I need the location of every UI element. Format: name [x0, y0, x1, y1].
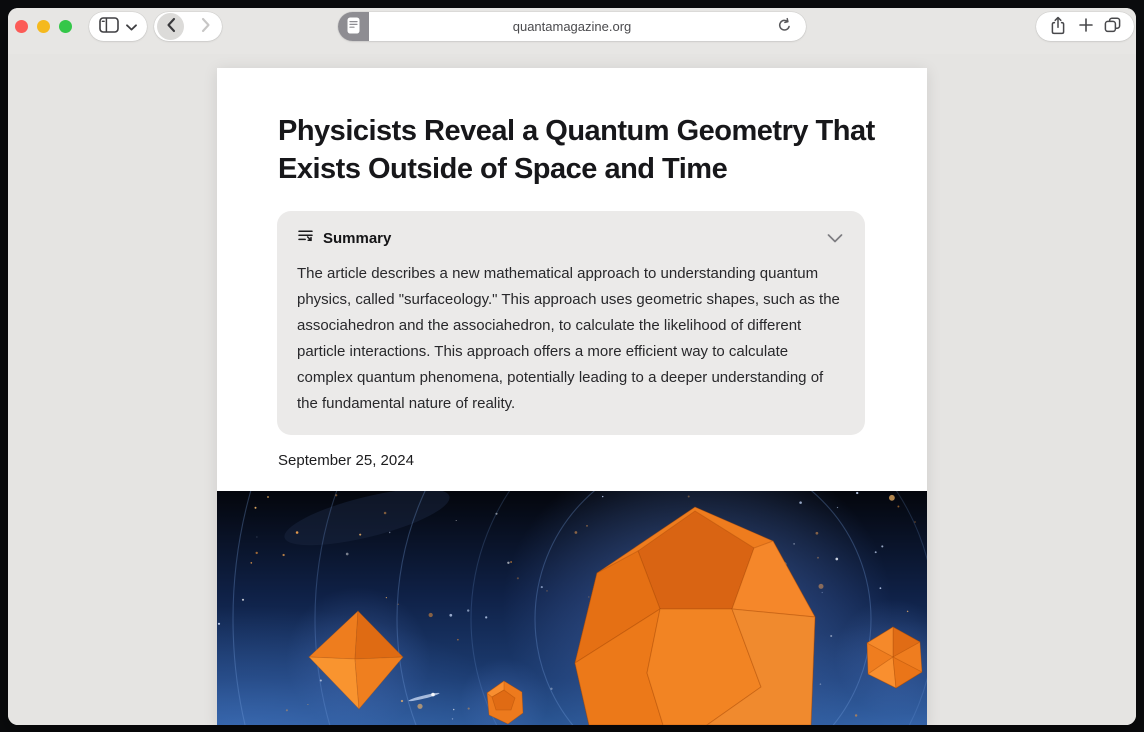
new-tab-button[interactable] [1079, 18, 1093, 35]
sidebar-controls [89, 12, 147, 41]
sidebar-icon [99, 17, 119, 36]
sidebar-menu-button[interactable] [126, 19, 137, 34]
summarize-icon [297, 227, 314, 249]
chevron-right-icon [201, 17, 211, 36]
reload-button[interactable] [771, 16, 798, 37]
summary-header [297, 227, 843, 249]
close-button[interactable] [15, 20, 28, 33]
summary-collapse-button[interactable] [827, 231, 843, 246]
plus-icon [1079, 18, 1093, 35]
address-bar[interactable] [338, 12, 806, 41]
hero-image [217, 491, 927, 725]
navigation-controls [154, 12, 222, 41]
forward-button[interactable] [192, 13, 219, 40]
safari-window [8, 8, 1136, 725]
traffic-lights [15, 20, 72, 33]
back-button[interactable] [157, 13, 184, 40]
summary-text: The article describes a new mathematical approach to understanding quantum physics, called "surfaceology." This approach uses geometric shapes, such as the associahedron and the associahedron, to calculate the likelihood of different particle interactions. This approach offers a more efficient way to calculate complex quantum phenomena, potentially leading to a deeper understanding of the fundamental nature of reality. [297, 265, 840, 412]
article-title: Physicists Reveal a Quantum Geometry That Exists Outside of Space and Time [278, 115, 875, 185]
safari-toolbar [8, 8, 1136, 54]
sidebar-toggle-button[interactable] [99, 17, 119, 36]
reader-icon [347, 17, 360, 37]
back-button-highlight [157, 13, 184, 40]
summary-box [277, 211, 865, 435]
zoom-button[interactable] [59, 20, 72, 33]
hero-illustration [217, 491, 927, 725]
chevron-down-icon [827, 231, 843, 246]
tabs-icon [1104, 17, 1121, 36]
share-icon [1049, 16, 1067, 38]
reader-mode-button[interactable] [338, 12, 369, 41]
show-tabs-button[interactable] [1104, 17, 1121, 36]
article-card [217, 68, 927, 725]
minimize-button[interactable] [37, 20, 50, 33]
chevron-left-icon [166, 17, 176, 36]
address-url: quantamagazine.org [512, 19, 632, 34]
reload-icon [777, 17, 792, 36]
summary-label: Summary [323, 229, 392, 247]
share-button[interactable] [1049, 16, 1067, 38]
reader-view [8, 54, 1136, 725]
chevron-down-icon [126, 19, 137, 34]
article-date: September 25, 2024 [278, 452, 414, 469]
toolbar-actions [1036, 12, 1134, 41]
